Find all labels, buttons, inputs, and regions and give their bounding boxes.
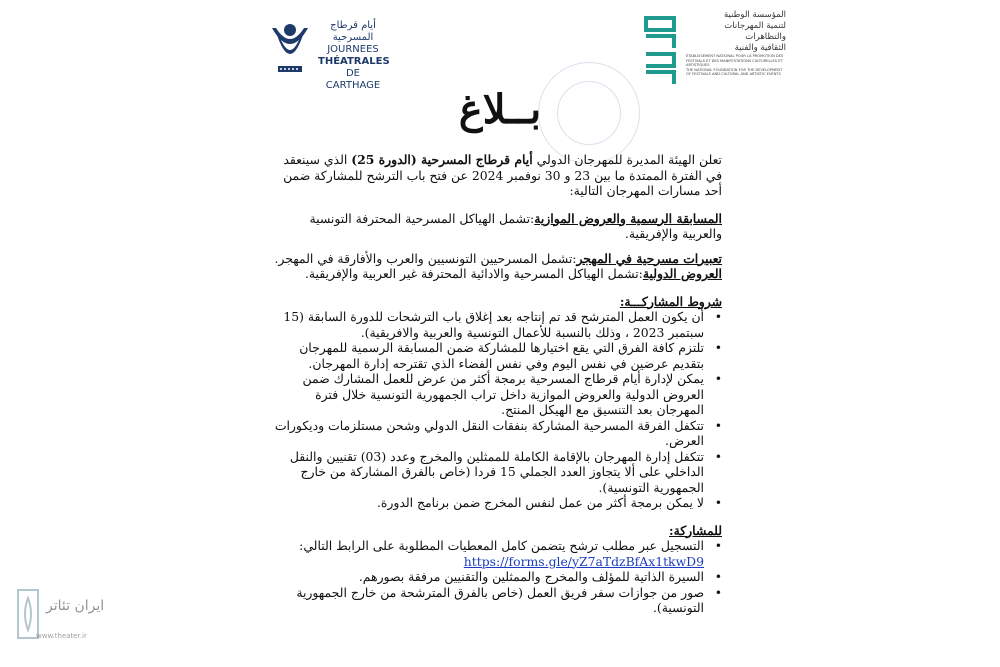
- participation-list: [270, 538, 722, 616]
- foundation-english: THE NATIONAL FOUNDATION FOR THE DEVELOPMENT OF FESTIVALS AND CULTURAL AND ARTISTIC EVENTS: [686, 67, 783, 77]
- list-item: • أن يكون العمل المترشح قد تم إنتاجه بعد إغلاق باب الترشحات للدورة السابقة (15 سبتمبر 2023 ، وذلك بالنسبة للأعمال التونسية والعربية والافريقية).: [270, 309, 704, 340]
- jtc-line-2: THÉATRALES: [318, 56, 390, 67]
- jtc-line-1: JOURNEES: [327, 44, 379, 55]
- list-item: • يمكن لإدارة أيام قرطاج المسرحية برمجة أكثر من عرض للعمل المشارك ضمن العروض الدولية والعروض الموازية داخل تراب الجمهورية التونسية خلال فترة المهرجان بعد التنسيق مع الهيكل المنتج.: [270, 371, 704, 418]
- track-desc: :تشمل الهياكل المسرحية والادائية المحترفة غير العربية والإفريقية.: [304, 266, 643, 281]
- foundation-arabic-3: والتظاهرات: [745, 32, 786, 42]
- track-label: العروض الدولية: [642, 266, 722, 281]
- list-item: • السيرة الذاتية للمؤلف والمخرج والممثلين والتقنيين مرفقة بصورهم.: [270, 569, 704, 585]
- registration-text: التسجيل عبر مطلب ترشح يتضمن كامل المعطيات المطلوبة على الرابط التالي:: [299, 538, 704, 553]
- foundation-logo-text: [686, 10, 786, 77]
- intro-text-2: الذي سينعقد في الفترة الممتدة ما بين 23 و 30 نوفمبر 2024 عن فتح باب الترشح للمشاركة ضمن أحد مسارات المهرجان التالية:: [283, 152, 722, 198]
- foundation-arabic-4: الثقافية والفنية: [734, 43, 786, 53]
- list-item: • صور من جوازات سفر فريق العمل (خاص بالفرق المترشحة من خارج الجمهورية التونسية).: [270, 585, 704, 616]
- list-item: • تتكفل الفرقة المسرحية المشاركة بنفقات النقل الدولي وشحن مستلزمات وديكورات العرض.: [270, 418, 704, 449]
- watermark-url: www.theater.ir: [36, 632, 87, 640]
- track-label: المسابقة الرسمية والعروض الموازية: [534, 210, 722, 226]
- conditions-list: [270, 309, 722, 511]
- conditions-title: شروط المشاركـــة:: [619, 293, 722, 309]
- foundation-arabic-2: لتنمية المهرجانات: [724, 21, 786, 31]
- foundation-french: ÉTABLISSEMENT NATIONAL POUR LA PROMOTION DES FESTIVALS ET DES MANIFESTATIONS CULTURELLES ET ARTISTIQUES: [686, 54, 784, 68]
- intro-paragraph: [270, 152, 722, 199]
- track-desc: :تشمل المسرحيين التونسيين والعرب والأفارقة في المهجر.: [274, 250, 577, 266]
- track-label: تعبيرات مسرحية في المهجر: [576, 250, 722, 266]
- watermark-name: ایران تئاتر: [46, 598, 105, 614]
- jtc-line-3: DE CARTHAGE: [325, 68, 381, 91]
- track-international: [270, 266, 722, 282]
- list-item: • لا يمكن برمجة أكثر من عمل لنفس المخرج ضمن برنامج الدورة.: [270, 495, 704, 511]
- intro-text-1: تعلن الهيئة المديرة للمهرجان الدولي: [532, 152, 722, 167]
- list-item: • تتكفل إدارة المهرجان بالإقامة الكاملة للممثلين والمخرج وعدد (03) تقنيين والنقل الداخلي على ألا يتجاوز العدد الجملي 15 فردا (خاص بالفرق المشاركة من خارج الجمهورية التونسية).: [270, 449, 704, 496]
- track-official: [270, 211, 722, 242]
- page-title: بــلاغ: [458, 86, 542, 133]
- list-item: [270, 538, 704, 569]
- foundation-logo-icon: [640, 12, 680, 90]
- registration-link[interactable]: https://forms.gle/yZ7aTdzBfAx1tkwD9: [463, 553, 704, 569]
- jtc-logo-text: [318, 20, 388, 92]
- track-desc: :تشمل الهياكل المسرحية المحترفة التونسية والعربية والإفريقية.: [309, 210, 722, 241]
- jtc-arabic-name: أيام قرطاج المسرحية: [330, 20, 376, 43]
- participation-title: للمشاركة:: [669, 522, 722, 538]
- foundation-arabic-1: المؤسسة الوطنية: [723, 10, 786, 20]
- list-item: • تلتزم كافة الفرق التي يقع اختيارها للمشاركة ضمن المسابقة الرسمية للمهرجان بتقديم عرضين في نفس اليوم وفي نفس الفضاء الذي تقترحه إدارة المهرجان.: [270, 340, 704, 371]
- announcement-body: [270, 152, 722, 616]
- track-diaspora: [270, 251, 722, 267]
- festival-name: أيام قرطاج المسرحية (الدورة 25): [351, 152, 533, 167]
